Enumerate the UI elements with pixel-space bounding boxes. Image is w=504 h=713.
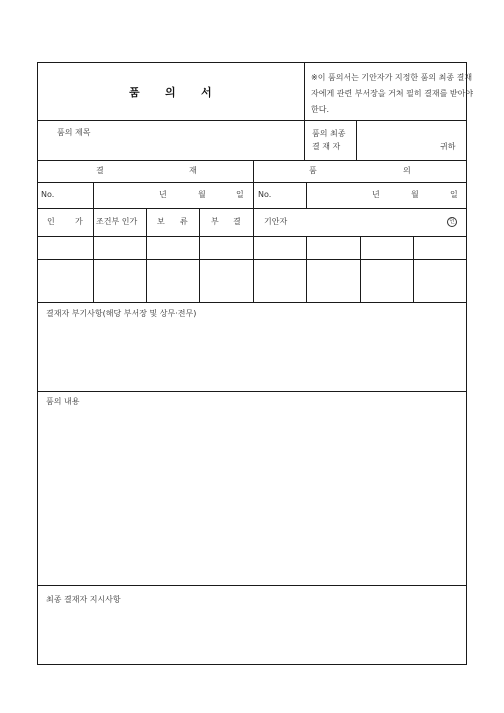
frame-bottom (37, 664, 467, 665)
decision-reject-char-1: 부 (211, 217, 219, 226)
remarks-label: 결재자 부기사항(해당 부서장 및 상무·전무) (46, 309, 197, 318)
grid-col-right-3 (413, 236, 414, 303)
rule-after-remarks (37, 391, 467, 392)
decision-hold-char-2: 류 (180, 217, 188, 226)
final-approver-label-2: 결 재 자 (312, 142, 341, 151)
decision-hold-char-1: 보 (157, 217, 165, 226)
no-right-divider (306, 182, 307, 209)
approval-section-char-2: 재 (189, 166, 197, 175)
rule-after-content (37, 585, 467, 586)
no-left-divider (93, 182, 94, 209)
rule-after-header (37, 120, 467, 121)
subject-label: 품의 제목 (57, 128, 91, 137)
approval-date-year: 년 (159, 190, 167, 199)
approval-section-char-1: 결 (96, 166, 104, 175)
decision-approve-char-2: 가 (75, 217, 83, 226)
drafter-label: 기안자 (264, 217, 288, 226)
final-approver-label-1: 품의 최종 (312, 129, 346, 138)
approval-date-month: 월 (198, 190, 206, 199)
frame-right (466, 62, 467, 665)
proposal-date-month: 월 (411, 190, 419, 199)
form-title-char-3: 서 (201, 86, 212, 99)
frame-top (37, 62, 467, 63)
decision-approve-char-1: 인 (47, 217, 55, 226)
proposal-section-char-1: 품 (309, 166, 317, 175)
approver-label-divider (356, 120, 357, 161)
content-label: 품의 내용 (46, 397, 80, 406)
frame-left (37, 62, 38, 665)
rule-after-decisions (37, 236, 467, 237)
form-title-char-2: 의 (165, 86, 176, 99)
decision-reject-char-2: 결 (233, 217, 241, 226)
form-title-char-1: 품 (129, 86, 140, 99)
form-instruction-note: ※이 품의서는 기안자가 지정한 품의 최종 결재자에게 관련 부서장을 거쳐 필히 결재를 받아야 한다. (311, 73, 474, 114)
rule-after-grid (37, 302, 467, 303)
instructions-label: 최종 결재자 지시사항 (46, 595, 121, 604)
grid-col-right-2 (360, 236, 361, 303)
proposal-date-day: 일 (450, 190, 458, 199)
decision-col-2 (146, 208, 147, 303)
grid-col-right-1 (306, 236, 307, 303)
rule-after-subject (37, 160, 467, 161)
proposal-date-year: 년 (372, 190, 380, 199)
rule-after-numbers (37, 208, 467, 209)
decision-col-3 (199, 208, 200, 303)
proposal-no-label: No. (258, 190, 272, 199)
main-vertical-divider (253, 160, 254, 303)
rule-grid-middle (37, 259, 467, 260)
seal-mark-icon: 인 (447, 217, 457, 227)
approval-date-day: 일 (236, 190, 244, 199)
decision-col-1 (93, 208, 94, 303)
rule-after-section-labels (37, 182, 467, 183)
header-divider (304, 62, 305, 161)
proposal-section-char-2: 의 (403, 166, 411, 175)
decision-conditional: 조건부 인가 (96, 217, 138, 226)
approval-no-label: No. (41, 190, 55, 199)
honorific-label: 귀하 (440, 142, 456, 151)
